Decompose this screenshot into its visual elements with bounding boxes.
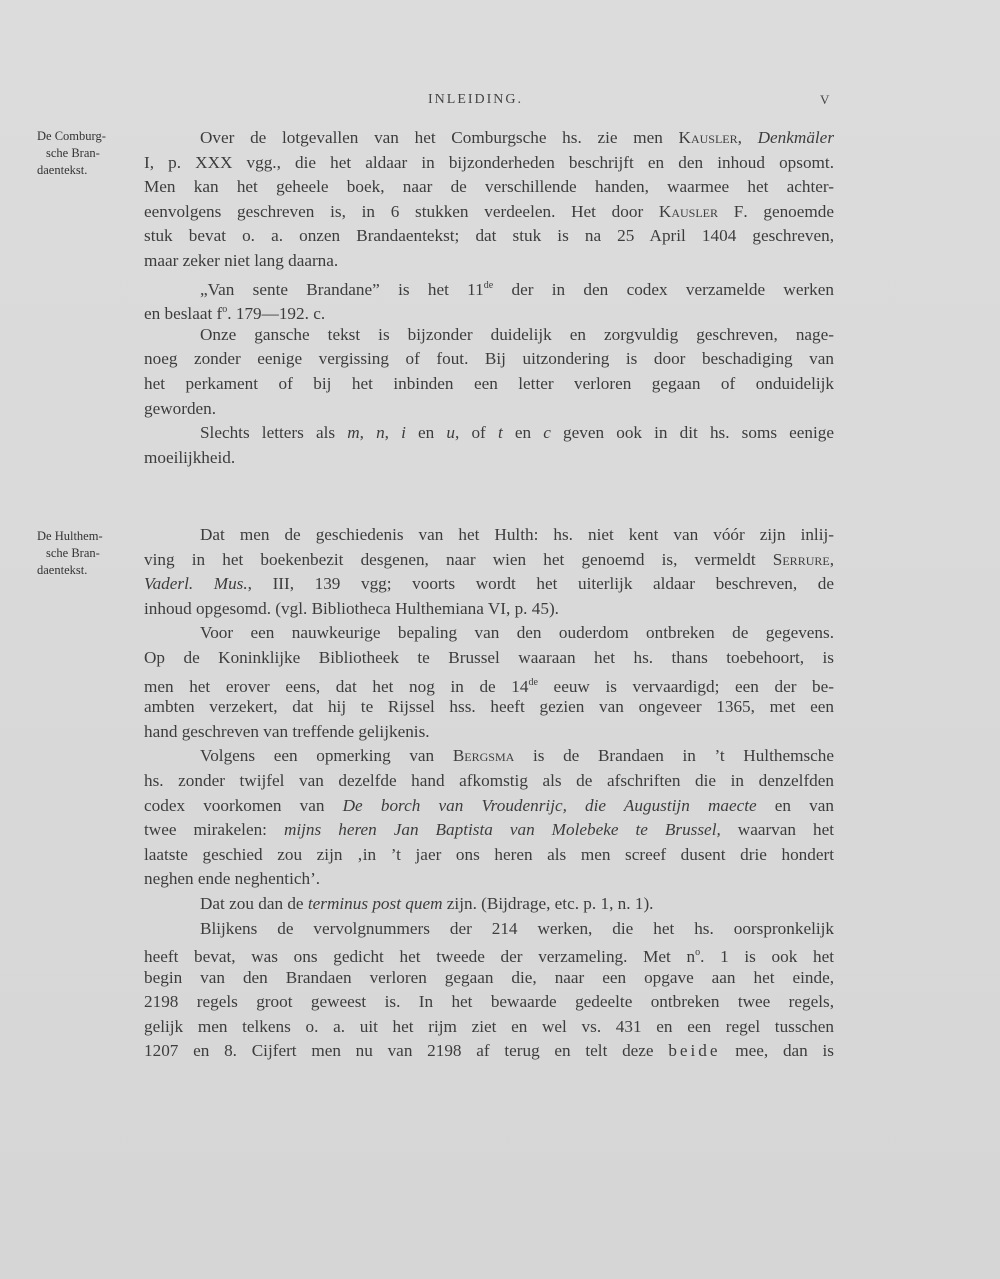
text-line: het perkament of bij het inbinden een letter verloren gegaan of onduidelijk [144, 373, 834, 393]
text-line: 1207 en 8. Cijfert men nu van 2198 af terug en telt deze beide mee, dan is [144, 1041, 834, 1061]
text-line: gelijk men telkens o. a. uit het rijm ziet en wel vs. 431 en een regel tusschen [144, 1016, 834, 1036]
section-comburg-text [144, 126, 834, 470]
margin-note-line: De Comburg- [37, 129, 106, 143]
margin-note-line: sche Bran- [46, 146, 100, 160]
text-line: men het erover eens, dat het nog in de 14de eeuw is vervaardigd; een der be- [144, 676, 834, 696]
text-line: ambten verzekert, dat hij te Rijssel hss. heeft gezien van ongeveer 1365, met een [144, 697, 834, 717]
text-line: Blijkens de vervolgnummers der 214 werken, die het hs. oorspronkelijk [200, 918, 834, 938]
text-line: Dat zou dan de terminus post quem zijn. (Bijdrage, etc. p. 1, n. 1). [200, 893, 654, 913]
margin-note-line: sche Bran- [46, 546, 100, 560]
text-line: stuk bevat o. a. onzen Brandaentekst; dat stuk is na 25 April 1404 geschreven, [144, 226, 834, 246]
text-line: Dat men de geschiedenis van het Hulth: hs. niet kent van vóór zijn inlij- [200, 525, 834, 544]
text-line: heeft bevat, was ons gedicht het tweede der verzameling. Met $n^o$. 1 is ook het [144, 947, 834, 967]
text-line: moeilijkheid. [144, 447, 236, 467]
text-line: maar zeker niet lang daarna. [144, 250, 339, 270]
text-line: Voor een nauwkeurige bepaling van den ouderdom ontbreken de gegevens. [200, 623, 834, 643]
text-line: Onze gansche tekst is bijzonder duidelijk en zorgvuldig geschreven, nage- [200, 324, 834, 344]
text-line: en beslaat $f^o$. 179—192. c. [144, 304, 326, 324]
text-line: 2198 regels groot geweest is. In het bewaarde gedeelte ontbreken twee regels, [144, 992, 834, 1012]
text-line: eenvolgens geschreven is, in 6 stukken verdeelen. Het door Kausler F. genoemde [144, 201, 834, 221]
text-line: Op de Koninklijke Bibliotheek te Brussel waaraan het hs. thans toebehoort, is [144, 647, 834, 667]
text-line: noeg zonder eenige vergissing of fout. Bij uitzondering is door beschadiging van [144, 349, 834, 369]
text-line: Men kan het geheele boek, naar de verschillende handen, waarmee het achter- [144, 177, 834, 197]
running-head [0, 92, 1000, 112]
margin-note-line: De Hulthem- [37, 529, 103, 543]
text-line: Slechts letters als m, n, i en u, of t en c geven ook in dit hs. soms eenige [200, 423, 835, 443]
text-line: codex voorkomen van De borch van Vroudenrijc, die Augustijn maecte en van [144, 795, 834, 815]
text-line: geworden. [144, 398, 217, 418]
text-line: begin van den Brandaen verloren gegaan die, naar een opgave aan het einde, [144, 967, 834, 987]
text-line: I, p. XXX vgg., die het aldaar in bijzonderheden beschrijft en den inhoud opsomt. [144, 152, 834, 172]
text-line: Over de lotgevallen van het Comburgsche hs. zie men Kausler, Denkmäler [200, 128, 835, 147]
page-number: V [820, 92, 832, 107]
running-title: INLEIDING. [428, 92, 524, 107]
text-line: „Van sente Brandane” is het 11de der in den codex verzamelde werken [200, 279, 835, 299]
margin-note-line: daentekst. [37, 563, 88, 577]
text-line: Volgens een opmerking van Bergsma is de Brandaen in ’t Hulthemsche [200, 746, 834, 766]
margin-note-hulthem [37, 528, 132, 579]
margin-note-line: daentekst. [37, 163, 88, 177]
text-line: hs. zonder twijfel van dezelfde hand afkomstig als de afschriften die in denzelfden [144, 770, 834, 790]
text-line: ving in het boekenbezit desgenen, naar wien het genoemd is, vermeldt Serrure, [144, 549, 834, 569]
section-hulthem-text [144, 523, 834, 1064]
text-line: hand geschreven van treffende gelijkenis. [144, 721, 430, 741]
text-line: neghen ende neghentich’. [144, 869, 321, 889]
text-line: Vaderl. Mus., III, 139 vgg; voorts wordt het uiterlijk aldaar beschreven, de [144, 574, 834, 594]
text-line: laatste geschied zou zijn ‚in ’t jaer ons heren als men screef dusent drie hondert [144, 844, 834, 864]
text-line: twee mirakelen: mijns heren Jan Baptista van Molebeke te Brussel, waarvan het [144, 820, 834, 840]
text-line: inhoud opgesomd. (vgl. Bibliotheca Hulthemiana VI, p. 45). [144, 598, 559, 618]
margin-note-comburg [37, 128, 132, 179]
